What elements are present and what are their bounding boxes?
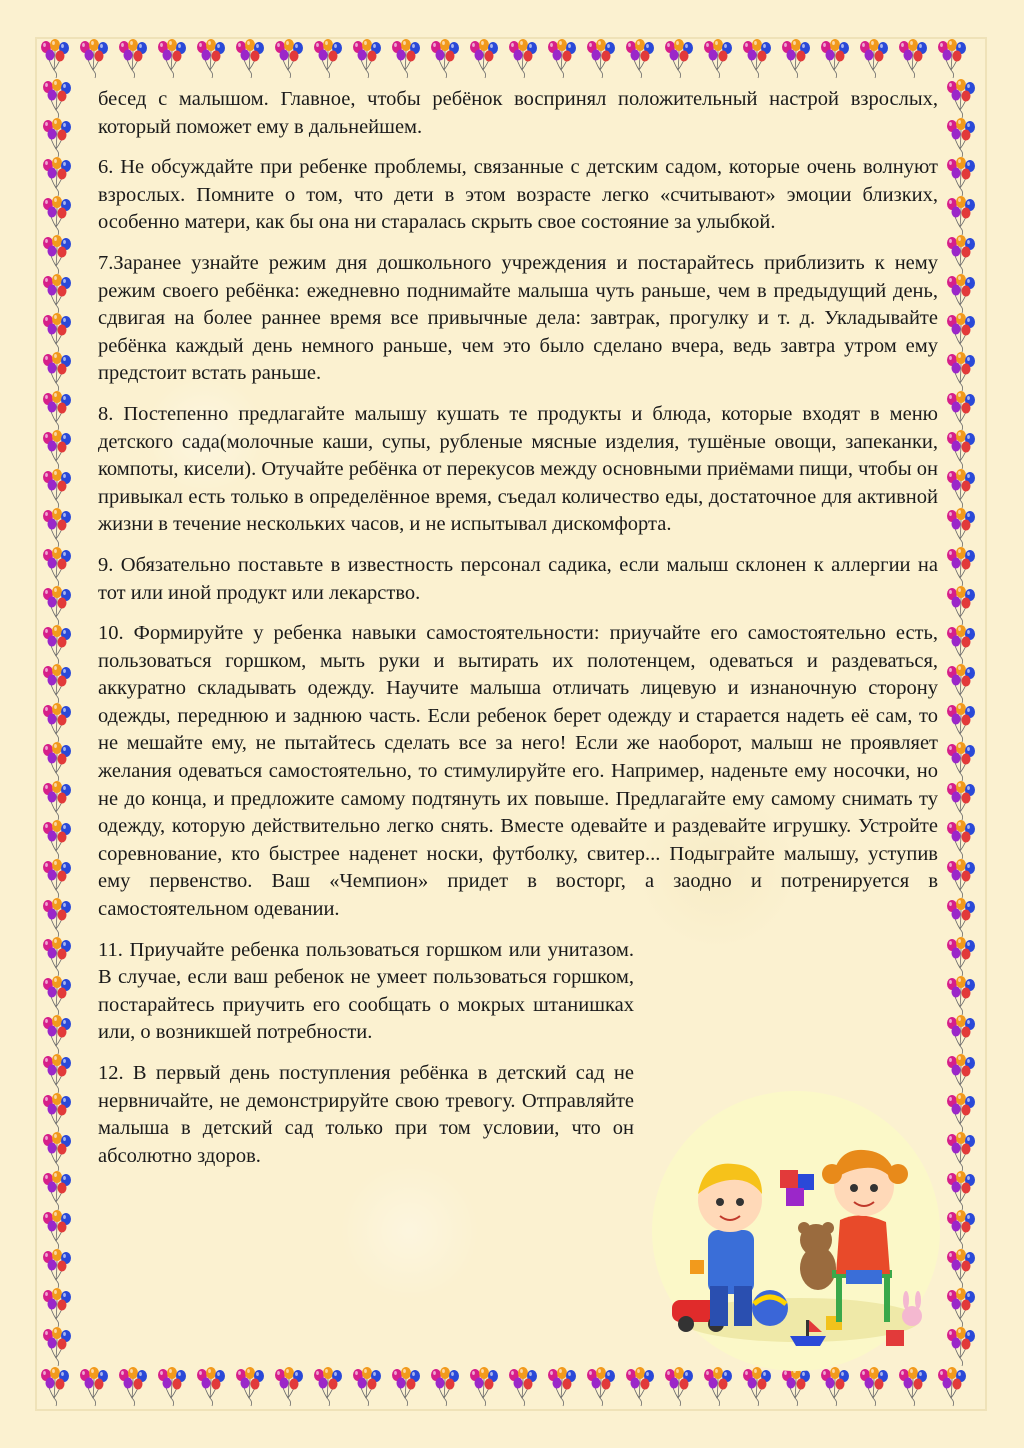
balloon-bunch-icon xyxy=(43,313,71,352)
balloon-bunch-icon xyxy=(43,820,71,859)
balloon-bunch-icon xyxy=(43,742,71,781)
balloon-bunch-icon xyxy=(41,39,69,78)
paragraph-11: 11. Приучайте ребенка пользоваться горшком или унитазом. В случае, если ваш ребенок не умеет пользоваться горшком, постарайтесь приучить его сообщать о мокрых штанишках или, о возникшей потребности. xyxy=(98,938,634,1044)
balloon-bunch-icon xyxy=(43,1288,71,1327)
balloon-bunch-icon xyxy=(782,39,810,78)
balloon-bunch-icon xyxy=(41,1367,69,1406)
paragraph-8: 8. Постепенно предлагайте малышу кушать те продукты и блюда, которые входят в меню детского сада(молочные каши, супы, рубленые мясные изделия, тушёные овощи, запеканки, компоты, кисели). Отучайте ребёнка от перекусов между основными приёмами пищи, чтобы он привыкал есть только в определённое время, съедал количество еды, достаточное для активной жизни в течение нескольких часов, и не испытывал дискомфорта. xyxy=(98,402,938,536)
balloon-bunch-icon xyxy=(626,39,654,78)
balloon-bunch-icon xyxy=(947,235,975,274)
balloon-bunch-icon xyxy=(947,976,975,1015)
balloon-bunch-icon xyxy=(947,79,975,118)
balloon-bunch-icon xyxy=(947,196,975,235)
balloon-bunch-icon xyxy=(43,1093,71,1132)
balloon-bunch-icon xyxy=(947,625,975,664)
balloon-bunch-icon xyxy=(43,1327,71,1366)
balloon-bunch-icon xyxy=(947,469,975,508)
balloon-bunch-icon xyxy=(43,196,71,235)
balloon-bunch-icon xyxy=(43,352,71,391)
balloon-bunch-icon xyxy=(947,157,975,196)
balloon-bunch-icon xyxy=(43,1249,71,1288)
balloon-bunch-icon xyxy=(80,39,108,78)
balloon-bunch-icon xyxy=(43,664,71,703)
balloon-bunch-icon xyxy=(947,586,975,625)
balloon-bunch-icon xyxy=(947,391,975,430)
balloon-bunch-icon xyxy=(43,547,71,586)
paragraph-6: 6. Не обсуждайте при ребенке проблемы, связанные с детским садом, которые очень волнуют взрослых. Помните о том, что дети в этом возрасте легко «считывают» эмоции близких, особенно матери, как бы она ни старалась скрыть свое состояние за улыбкой. xyxy=(98,156,938,234)
balloon-bunch-icon xyxy=(947,430,975,469)
balloon-bunch-icon xyxy=(392,39,420,78)
balloon-bunch-icon xyxy=(43,391,71,430)
balloon-bunch-icon xyxy=(470,39,498,78)
balloon-bunch-icon xyxy=(947,1132,975,1171)
balloon-bunch-icon xyxy=(119,39,147,78)
balloon-bunch-icon xyxy=(43,859,71,898)
paragraph-10: 10. Формируйте у ребенка навыки самостоятельности: приучайте его самостоятельно есть, пользоваться горшком, мыть руки и вытирать их полотенцем, одеваться и раздеваться, аккуратно складывать одежду. Научите малыша отличать лицевую и изнаночную сторону одежды, переднюю и заднюю часть. Если ребенок берет одежду и старается надеть её сам, то не мешайте ему, не пытайтесь сделать все за него! Если же наоборот, малыш не проявляет желания одеваться самостоятельно, то стимулируйте его. Например, наденьте ему носочки, но не до конца, и предложите самому подтянуть их повыше. Предлагайте ему самому снимать ту одежду, которую действительно легко снять. Вместе одевайте и раздевайте игрушку. Устройте соревнование, кто быстрее наденет носки, футболку, свитер... Подыграйте малышу, уступив ему первенство. Ваш «Чемпион» придет в восторг, а заодно и потренируется в самостоятельном одевании. xyxy=(98,622,938,921)
balloon-bunch-icon xyxy=(43,1132,71,1171)
balloon-bunch-icon xyxy=(947,508,975,547)
balloon-bunch-icon xyxy=(947,742,975,781)
balloon-bunch-icon xyxy=(947,1327,975,1366)
balloon-bunch-icon xyxy=(947,859,975,898)
balloon-bunch-icon xyxy=(158,39,186,78)
balloon-bunch-icon xyxy=(947,274,975,313)
balloon-bunch-icon xyxy=(43,586,71,625)
balloon-bunch-icon xyxy=(43,781,71,820)
balloon-bunch-icon xyxy=(947,1249,975,1288)
balloon-bunch-icon xyxy=(947,352,975,391)
balloon-bunch-icon xyxy=(938,1367,966,1406)
balloon-bunch-icon xyxy=(43,1210,71,1249)
balloon-bunch-icon xyxy=(947,1171,975,1210)
balloon-bunch-icon xyxy=(665,39,693,78)
paragraph-7: 7.Заранее узнайте режим дня дошкольного учреждения и постарайтесь приблизить к нему режим своего ребёнка: ежедневно поднимайте малыша чуть раньше, чем в предыдущий день, сдвигая на более раннее время все привычные дела: завтрак, прогулку и т. д. Укладывайте ребёнка каждый день немного раньше, чем это было сделано вчера, ведь завтра утром ему предстоит встать раньше. xyxy=(98,251,938,385)
balloon-bunch-icon xyxy=(43,937,71,976)
balloon-bunch-icon xyxy=(43,1171,71,1210)
balloon-bunch-icon xyxy=(43,469,71,508)
balloon-bunch-icon xyxy=(947,1210,975,1249)
balloon-bunch-icon xyxy=(43,430,71,469)
balloon-bunch-icon xyxy=(947,1054,975,1093)
balloon-bunch-icon xyxy=(947,1093,975,1132)
balloon-bunch-icon xyxy=(43,1054,71,1093)
balloon-bunch-icon xyxy=(43,118,71,157)
balloon-bunch-icon xyxy=(947,664,975,703)
balloon-bunch-icon xyxy=(43,274,71,313)
balloon-bunch-icon xyxy=(947,118,975,157)
balloon-bunch-icon xyxy=(899,39,927,78)
balloon-bunch-icon xyxy=(743,39,771,78)
balloon-bunch-icon xyxy=(548,39,576,78)
balloon-bunch-icon xyxy=(236,39,264,78)
balloon-bunch-icon xyxy=(947,313,975,352)
balloon-bunch-icon xyxy=(947,1015,975,1054)
balloon-bunch-icon xyxy=(431,39,459,78)
balloon-bunch-icon xyxy=(314,39,342,78)
balloon-bunch-icon xyxy=(509,39,537,78)
children-illustration xyxy=(650,1090,942,1372)
balloon-bunch-icon xyxy=(275,39,303,78)
balloon-bunch-icon xyxy=(947,937,975,976)
paragraph-9: 9. Обязательно поставьте в известность персонал садика, если малыш склонен к аллергии на тот или иной продукт или лекарство. xyxy=(98,553,938,604)
balloon-bunch-icon xyxy=(947,820,975,859)
balloon-bunch-icon xyxy=(43,625,71,664)
balloon-bunch-icon xyxy=(43,508,71,547)
balloon-bunch-icon xyxy=(947,703,975,742)
paragraph-12: 12. В первый день поступления ребёнка в детский сад не нервничайте, не демонстрируйте свою тревогу. Отправляйте малыша в детский сад только при том условии, что он абсолютно здоров. xyxy=(98,1062,634,1167)
balloon-bunch-icon xyxy=(821,39,849,78)
balloon-bunch-icon xyxy=(947,1288,975,1327)
balloon-bunch-icon xyxy=(43,976,71,1015)
balloon-bunch-icon xyxy=(947,547,975,586)
balloon-bunch-icon xyxy=(587,39,615,78)
balloon-bunch-icon xyxy=(43,79,71,118)
balloon-bunch-icon xyxy=(43,235,71,274)
balloon-bunch-icon xyxy=(704,39,732,78)
balloon-bunch-icon xyxy=(43,898,71,937)
balloon-bunch-icon xyxy=(947,898,975,937)
paragraph-continuation: бесед с малышом. Главное, чтобы ребёнок воспринял положительный настрой взрослых, который поможет ему в дальнейшем. xyxy=(98,88,938,138)
balloon-bunch-icon xyxy=(197,39,225,78)
balloon-bunch-icon xyxy=(43,157,71,196)
balloon-bunch-icon xyxy=(43,1015,71,1054)
balloon-bunch-icon xyxy=(938,39,966,78)
balloon-bunch-icon xyxy=(947,781,975,820)
balloon-bunch-icon xyxy=(43,703,71,742)
balloon-bunch-icon xyxy=(860,39,888,78)
balloon-bunch-icon xyxy=(353,39,381,78)
